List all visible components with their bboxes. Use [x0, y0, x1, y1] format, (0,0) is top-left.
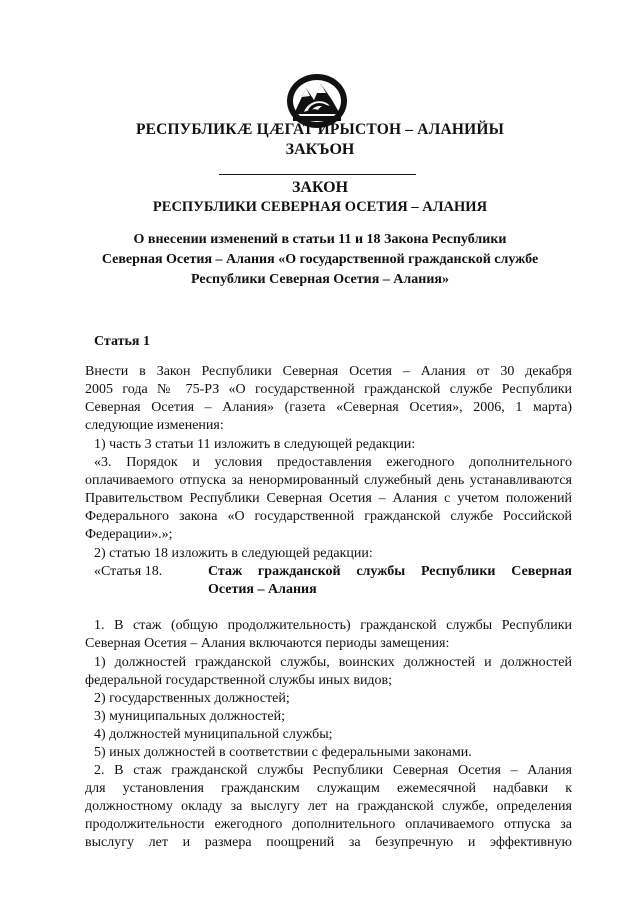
- law-word-ossetian: ЗАКЪОН: [285, 141, 355, 158]
- list-item: 1) часть 3 статьи 11 изложить в следующей редакции:: [94, 437, 416, 452]
- body-line: Правительством Республики Северная Осетия – Алания с учетом положений: [85, 491, 572, 506]
- body-line: Внести в Закон Республики Северная Осетия – Алания от 30 декабря: [85, 364, 572, 379]
- body-line: выслугу лет и размера поощрений за безупречную и эффективную: [85, 835, 572, 850]
- subject-line: Северная Осетия – Алания «О государственной гражданской службе: [101, 252, 539, 267]
- body-line: Северная Осетия – Алания» (газета «Северная Осетия», 2006, 1 марта): [85, 400, 572, 415]
- body-line: оплачиваемого отпуска за ненормированный служебный день устанавливаются: [85, 473, 572, 488]
- republic-name-ossetian: РЕСПУБЛИКÆ ЦÆГАТ ИРЫСТОН – АЛАНИЙЫ: [135, 121, 505, 138]
- article-heading: Статья 1: [94, 334, 150, 349]
- body-line: Северная Осетия – Алания включаются периоды замещения:: [85, 636, 450, 651]
- body-line: 2005 года № 75-РЗ «О государственной гражданской службе Республики: [85, 382, 572, 397]
- body-line: следующие изменения:: [85, 418, 224, 433]
- body-line: для установления гражданским служащим ежемесячной надбавки к: [85, 781, 572, 796]
- law-subject-title: [70, 230, 570, 290]
- body-line: продолжительности ежегодного дополнительного оплачиваемого отпуска за: [85, 817, 572, 832]
- list-item: 2) государственных должностей;: [94, 691, 290, 706]
- republic-name-russian: РЕСПУБЛИКИ СЕВЕРНАЯ ОСЕТИЯ – АЛАНИЯ: [152, 199, 488, 215]
- subject-line: О внесении изменений в статьи 11 и 18 Закона Республики: [133, 232, 507, 247]
- body-line: 2. В стаж гражданской службы Республики Северная Осетия – Алания: [94, 763, 572, 778]
- body-line: «3. Порядок и условия предоставления ежегодного дополнительного: [94, 455, 572, 470]
- inner-article-label: «Статья 18.: [94, 564, 163, 579]
- body-line: должностному окладу за выслугу лет на гражданской службе, определения: [85, 799, 572, 814]
- list-item: 3) муниципальных должностей;: [94, 709, 285, 724]
- body-line: федеральной государственной службы иных видов;: [85, 673, 393, 688]
- inner-article-title: Стаж гражданской службы Республики Северная: [208, 564, 572, 579]
- subject-line: Республики Северная Осетия – Алания»: [191, 272, 449, 287]
- law-word-russian: ЗАКОН: [291, 179, 349, 196]
- list-item: 5) иных должностей в соответствии с федеральными законами.: [94, 745, 472, 760]
- body-line: 1. В стаж (общую продолжительность) гражданской службы Республики: [94, 618, 572, 633]
- body-line: Федерации».»;: [85, 527, 173, 542]
- list-item: 1) должностей гражданской службы, воинских должностей и должностей: [94, 655, 572, 670]
- list-item: 4) должностей муниципальной службы;: [94, 727, 333, 742]
- list-item: 2) статью 18 изложить в следующей редакции:: [94, 546, 373, 561]
- body-line: Федерального закона «О государственной гражданской службе Российской: [85, 509, 572, 524]
- inner-article-title: Осетия – Алания: [208, 582, 317, 597]
- header-divider: [219, 174, 416, 175]
